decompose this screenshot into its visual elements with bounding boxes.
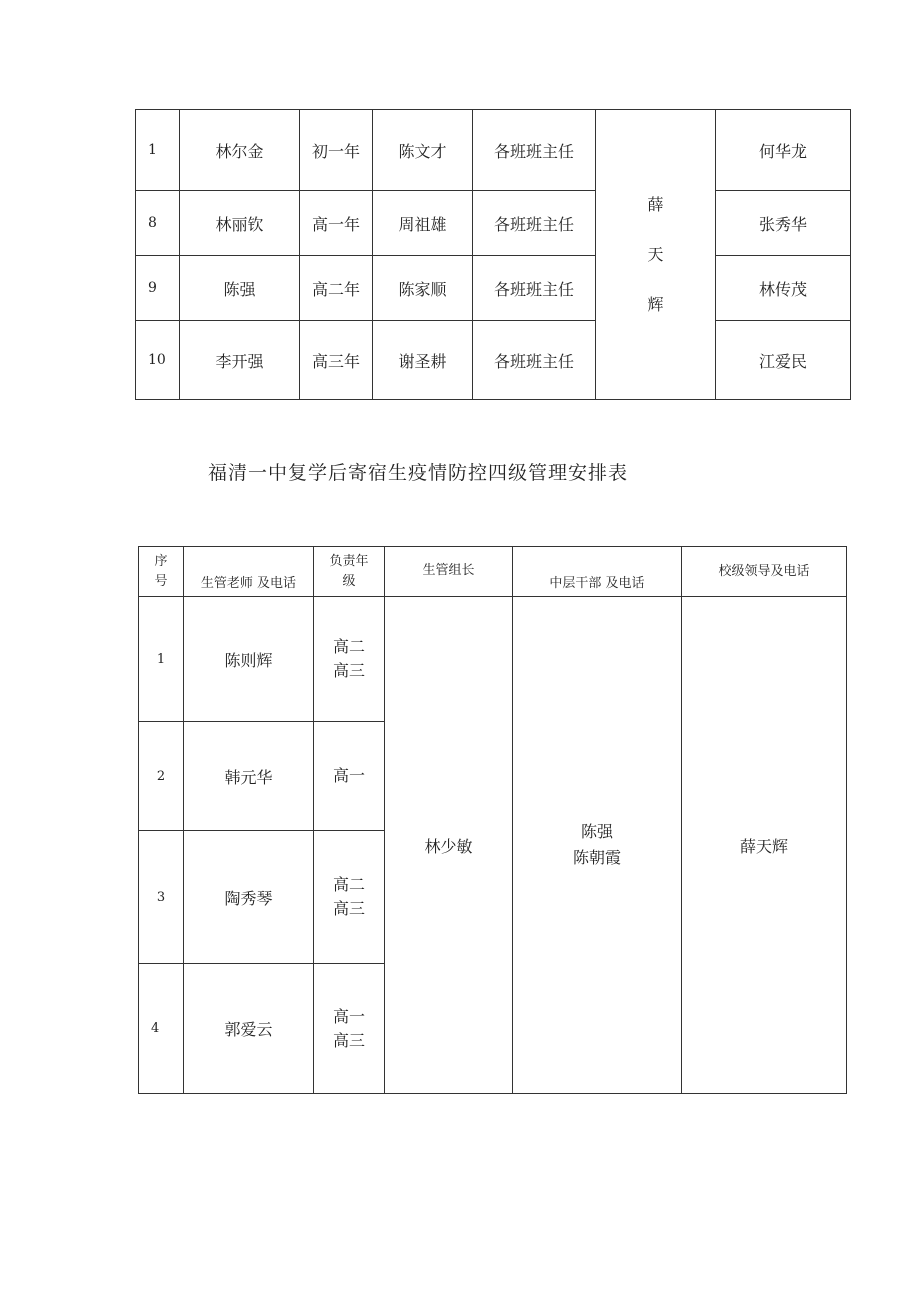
grade-cell: 高二年 — [300, 256, 373, 321]
grade-line: 高二 — [332, 637, 365, 656]
header-number-line: 序 — [154, 553, 168, 569]
row-number: 4 — [139, 964, 184, 1094]
header-number-line: 号 — [154, 573, 168, 589]
grade-management-table — [135, 109, 851, 400]
row-number: 3 — [139, 831, 184, 964]
grade-line: 高一 — [332, 766, 365, 785]
teacher-cell: 韩元华 — [184, 722, 314, 831]
merged-char: 薛 — [647, 194, 664, 214]
merged-char: 天 — [647, 244, 664, 264]
middle-name: 陈朝霞 — [572, 848, 621, 867]
contact-cell: 江爱民 — [716, 321, 851, 400]
teacher-cell: 郭爱云 — [184, 964, 314, 1094]
header-grade — [314, 547, 385, 597]
header-middle: 中层干部 及电话 — [513, 547, 682, 597]
leader-cell: 周祖雄 — [373, 191, 473, 256]
leader-merged-cell: 林少敏 — [385, 597, 513, 1094]
leader-cell: 陈文才 — [373, 110, 473, 191]
contact-cell: 林传茂 — [716, 256, 851, 321]
header-school: 校级领导及电话 — [682, 547, 847, 597]
header-grade-line: 级 — [342, 573, 356, 589]
middle-merged-cell — [513, 597, 682, 1094]
contact-cell: 何华龙 — [716, 110, 851, 191]
school-leader-merged-cell — [596, 110, 716, 400]
table-row — [136, 256, 851, 321]
merged-char: 辉 — [647, 294, 664, 314]
table-row — [139, 597, 847, 722]
grade-cell — [314, 831, 385, 964]
header-row — [139, 547, 847, 597]
table-row — [136, 191, 851, 256]
row-number: 9 — [136, 256, 180, 321]
name-cell: 林尔金 — [180, 110, 300, 191]
teachers-cell: 各班班主任 — [473, 321, 596, 400]
name-cell: 李开强 — [180, 321, 300, 400]
row-number: 1 — [136, 110, 180, 191]
middle-name: 陈强 — [580, 822, 613, 841]
contact-cell: 张秀华 — [716, 191, 851, 256]
row-number: 1 — [139, 597, 184, 722]
header-grade-line: 负责年 — [329, 553, 369, 569]
teacher-cell: 陈则辉 — [184, 597, 314, 722]
grade-cell — [314, 964, 385, 1094]
row-number: 10 — [136, 321, 180, 400]
teacher-cell: 陶秀琴 — [184, 831, 314, 964]
grade-cell — [314, 722, 385, 831]
teachers-cell: 各班班主任 — [473, 110, 596, 191]
grade-cell — [314, 597, 385, 722]
header-leader: 生管组长 — [385, 547, 513, 597]
grade-line: 高三 — [332, 1030, 365, 1050]
document-title: 福清一中复学后寄宿生疫情防控四级管理安排表 — [208, 462, 629, 484]
table-row — [136, 110, 851, 191]
grade-line: 高三 — [332, 661, 365, 680]
name-cell: 林丽钦 — [180, 191, 300, 256]
name-cell: 陈强 — [180, 256, 300, 321]
teachers-cell: 各班班主任 — [473, 256, 596, 321]
header-number — [139, 547, 184, 597]
grade-line: 高三 — [332, 899, 365, 918]
row-number: 8 — [136, 191, 180, 256]
table-row — [136, 321, 851, 400]
grade-line: 高一 — [332, 1006, 365, 1026]
row-number: 2 — [139, 722, 184, 831]
leader-cell: 谢圣耕 — [373, 321, 473, 400]
header-teacher: 生管老师 及电话 — [184, 547, 314, 597]
grade-cell: 高一年 — [300, 191, 373, 256]
dormitory-management-table — [138, 546, 847, 1094]
grade-line: 高二 — [332, 875, 365, 894]
leader-cell: 陈家顺 — [373, 256, 473, 321]
grade-cell: 初一年 — [300, 110, 373, 191]
grade-cell: 高三年 — [300, 321, 373, 400]
teachers-cell: 各班班主任 — [473, 191, 596, 256]
school-merged-cell: 薛天辉 — [682, 597, 847, 1094]
